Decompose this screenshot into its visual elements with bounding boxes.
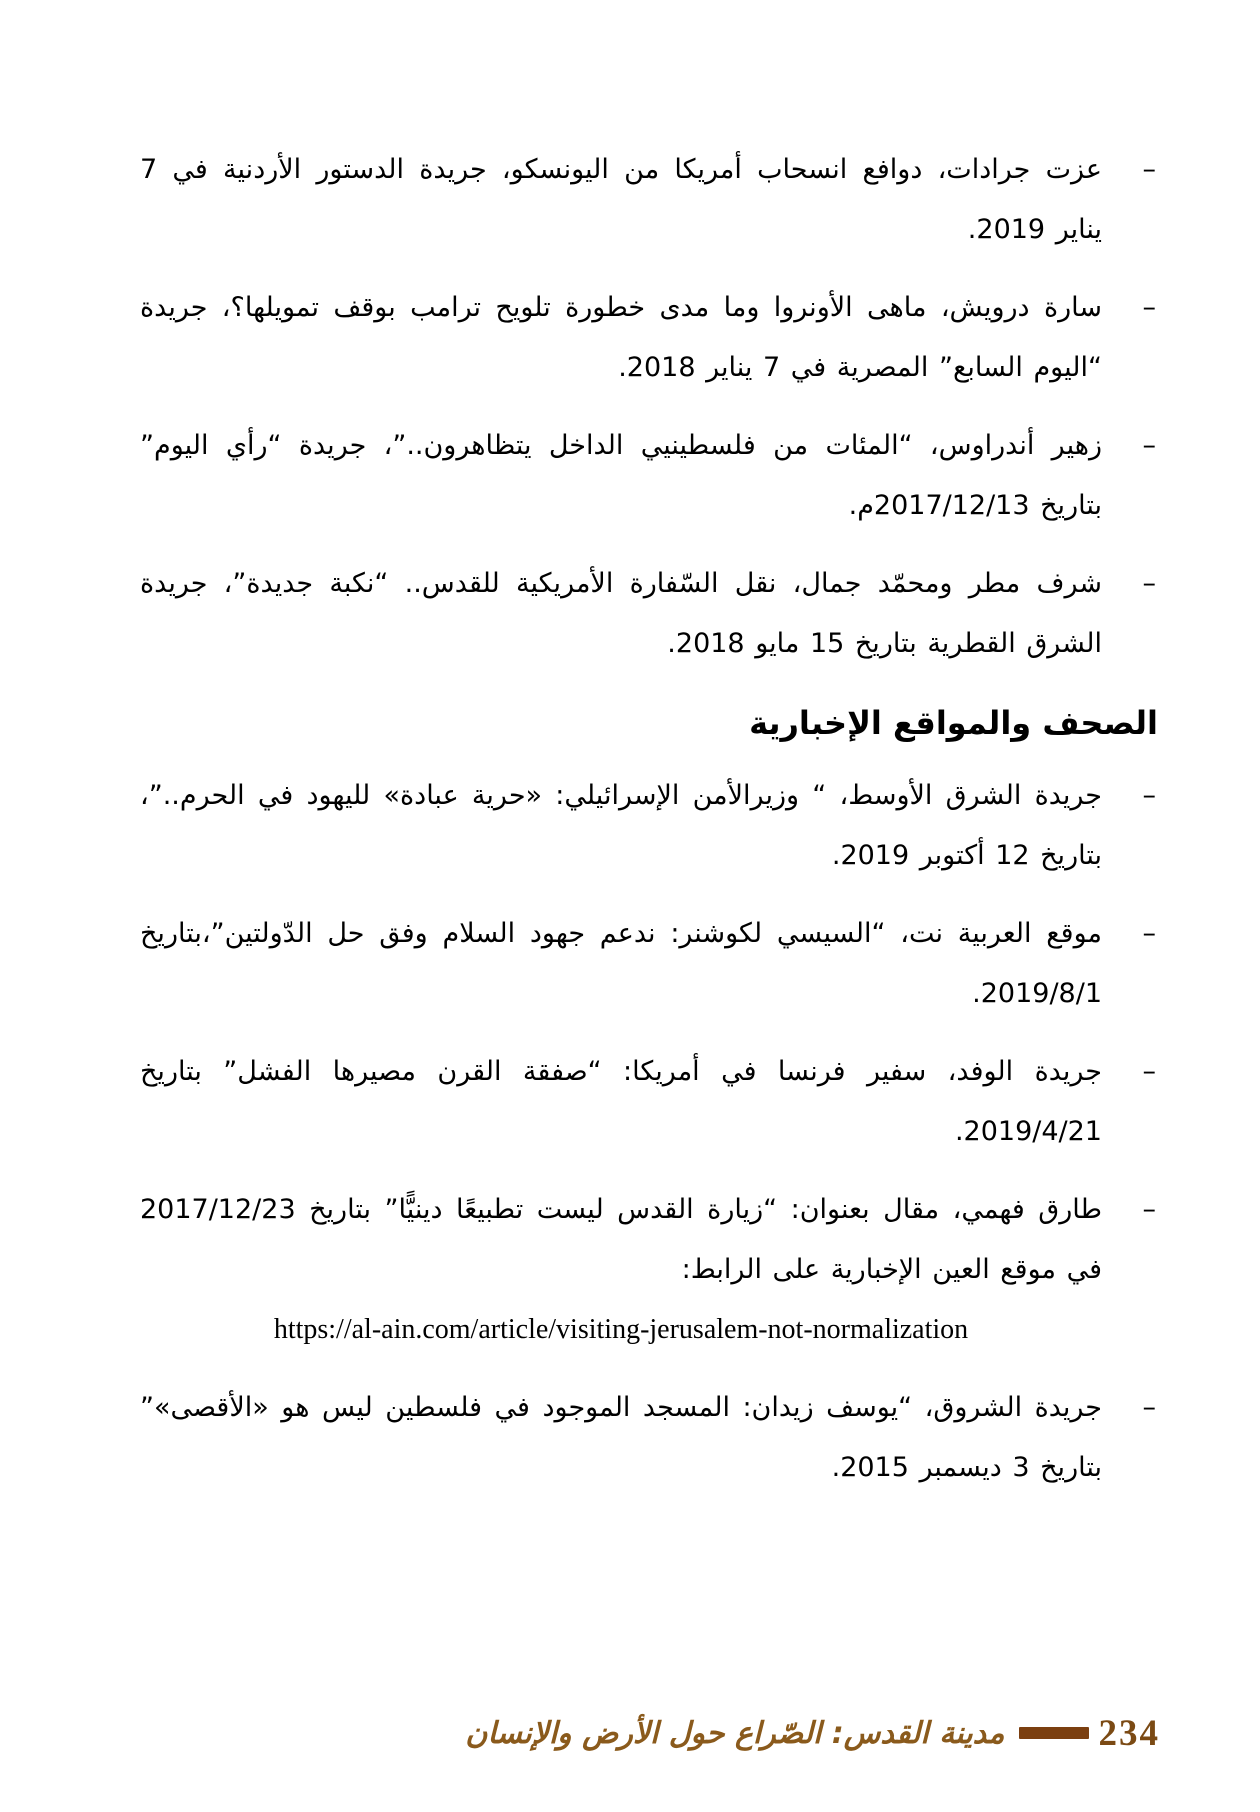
reference-line: بتاريخ 2017/12/13م. bbox=[848, 490, 1102, 521]
item-dash-bullet: – bbox=[1142, 292, 1156, 323]
footer-page-number: 234 bbox=[1098, 1712, 1160, 1754]
item-dash-bullet: – bbox=[1142, 1194, 1156, 1225]
reference-line: موقع العربية نت، “السيسي لكوشنر: ندعم جهود السلام وفق حل الدّولتين”،بتاريخ bbox=[140, 918, 1102, 949]
reference-item bbox=[140, 140, 1158, 260]
reference-line: في موقع العين الإخبارية على الرابط: bbox=[681, 1254, 1102, 1285]
reference-line: طارق فهمي، مقال بعنوان: “زيارة القدس ليست تطبيعًا دينيًّا” بتاريخ 2017/12/23 bbox=[140, 1194, 1102, 1225]
item-dash-bullet: – bbox=[1142, 568, 1156, 599]
reference-item bbox=[140, 1378, 1158, 1498]
reference-item bbox=[140, 278, 1158, 398]
reference-line: 2019/4/21. bbox=[954, 1116, 1102, 1147]
item-dash-bullet: – bbox=[1142, 1056, 1156, 1087]
reference-line: جريدة الوفد، سفير فرنسا في أمريكا: “صفقة القرن مصيرها الفشل” بتاريخ bbox=[140, 1056, 1102, 1087]
reference-item bbox=[140, 416, 1158, 536]
reference-line: 2019/8/1. bbox=[972, 978, 1102, 1009]
item-dash-bullet: – bbox=[1142, 780, 1156, 811]
reference-line: بتاريخ 3 ديسمبر 2015. bbox=[831, 1452, 1102, 1483]
reference-line: جريدة الشرق الأوسط، “ وزيرالأمن الإسرائيلي: «حرية عبادة» لليهود في الحرم..”، bbox=[140, 780, 1102, 811]
item-dash-bullet: – bbox=[1142, 918, 1156, 949]
item-dash-bullet: – bbox=[1142, 430, 1156, 461]
page-footer bbox=[0, 1694, 1160, 1772]
source-url: https://al-ain.com/article/visiting-jerusalem-not-normalization bbox=[273, 1314, 969, 1345]
reference-line: “اليوم السابع” المصرية في 7 يناير 2018. bbox=[618, 352, 1102, 383]
reference-line: يناير 2019. bbox=[967, 214, 1102, 245]
reference-line: بتاريخ 12 أكتوبر 2019. bbox=[831, 840, 1102, 871]
footer-book-title: مدينة القدس: الصّراع حول الأرض والإنسان bbox=[465, 1715, 1005, 1751]
footer-rule bbox=[1019, 1727, 1089, 1739]
reference-line: الشرق القطرية بتاريخ 15 مايو 2018. bbox=[667, 628, 1102, 659]
reference-item bbox=[140, 1180, 1158, 1360]
reference-item bbox=[140, 766, 1158, 886]
section-heading: الصحف والمواقع الإخبارية bbox=[749, 704, 1158, 742]
reference-item bbox=[140, 1042, 1158, 1162]
reference-item bbox=[140, 904, 1158, 1024]
item-dash-bullet: – bbox=[1142, 154, 1156, 185]
reference-line: شرف مطر ومحمّد جمال، نقل السّفارة الأمريكية للقدس.. “نكبة جديدة”، جريدة bbox=[140, 568, 1102, 599]
item-dash-bullet: – bbox=[1142, 1392, 1156, 1423]
reference-line: عزت جرادات، دوافع انسحاب أمريكا من اليونسكو، جريدة الدستور الأردنية في 7 bbox=[140, 154, 1102, 185]
reference-line: سارة درويش، ماهى الأونروا وما مدى خطورة تلويح ترامب بوقف تمويلها؟، جريدة bbox=[140, 292, 1102, 323]
reference-item bbox=[140, 554, 1158, 674]
reference-line: زهير أندراوس، “المئات من فلسطينيي الداخل يتظاهرون..”، جريدة “رأي اليوم” bbox=[140, 430, 1102, 461]
references-list bbox=[140, 140, 1158, 1516]
reference-line: جريدة الشروق، “يوسف زيدان: المسجد الموجود في فلسطين ليس هو «الأقصى»” bbox=[140, 1392, 1102, 1423]
